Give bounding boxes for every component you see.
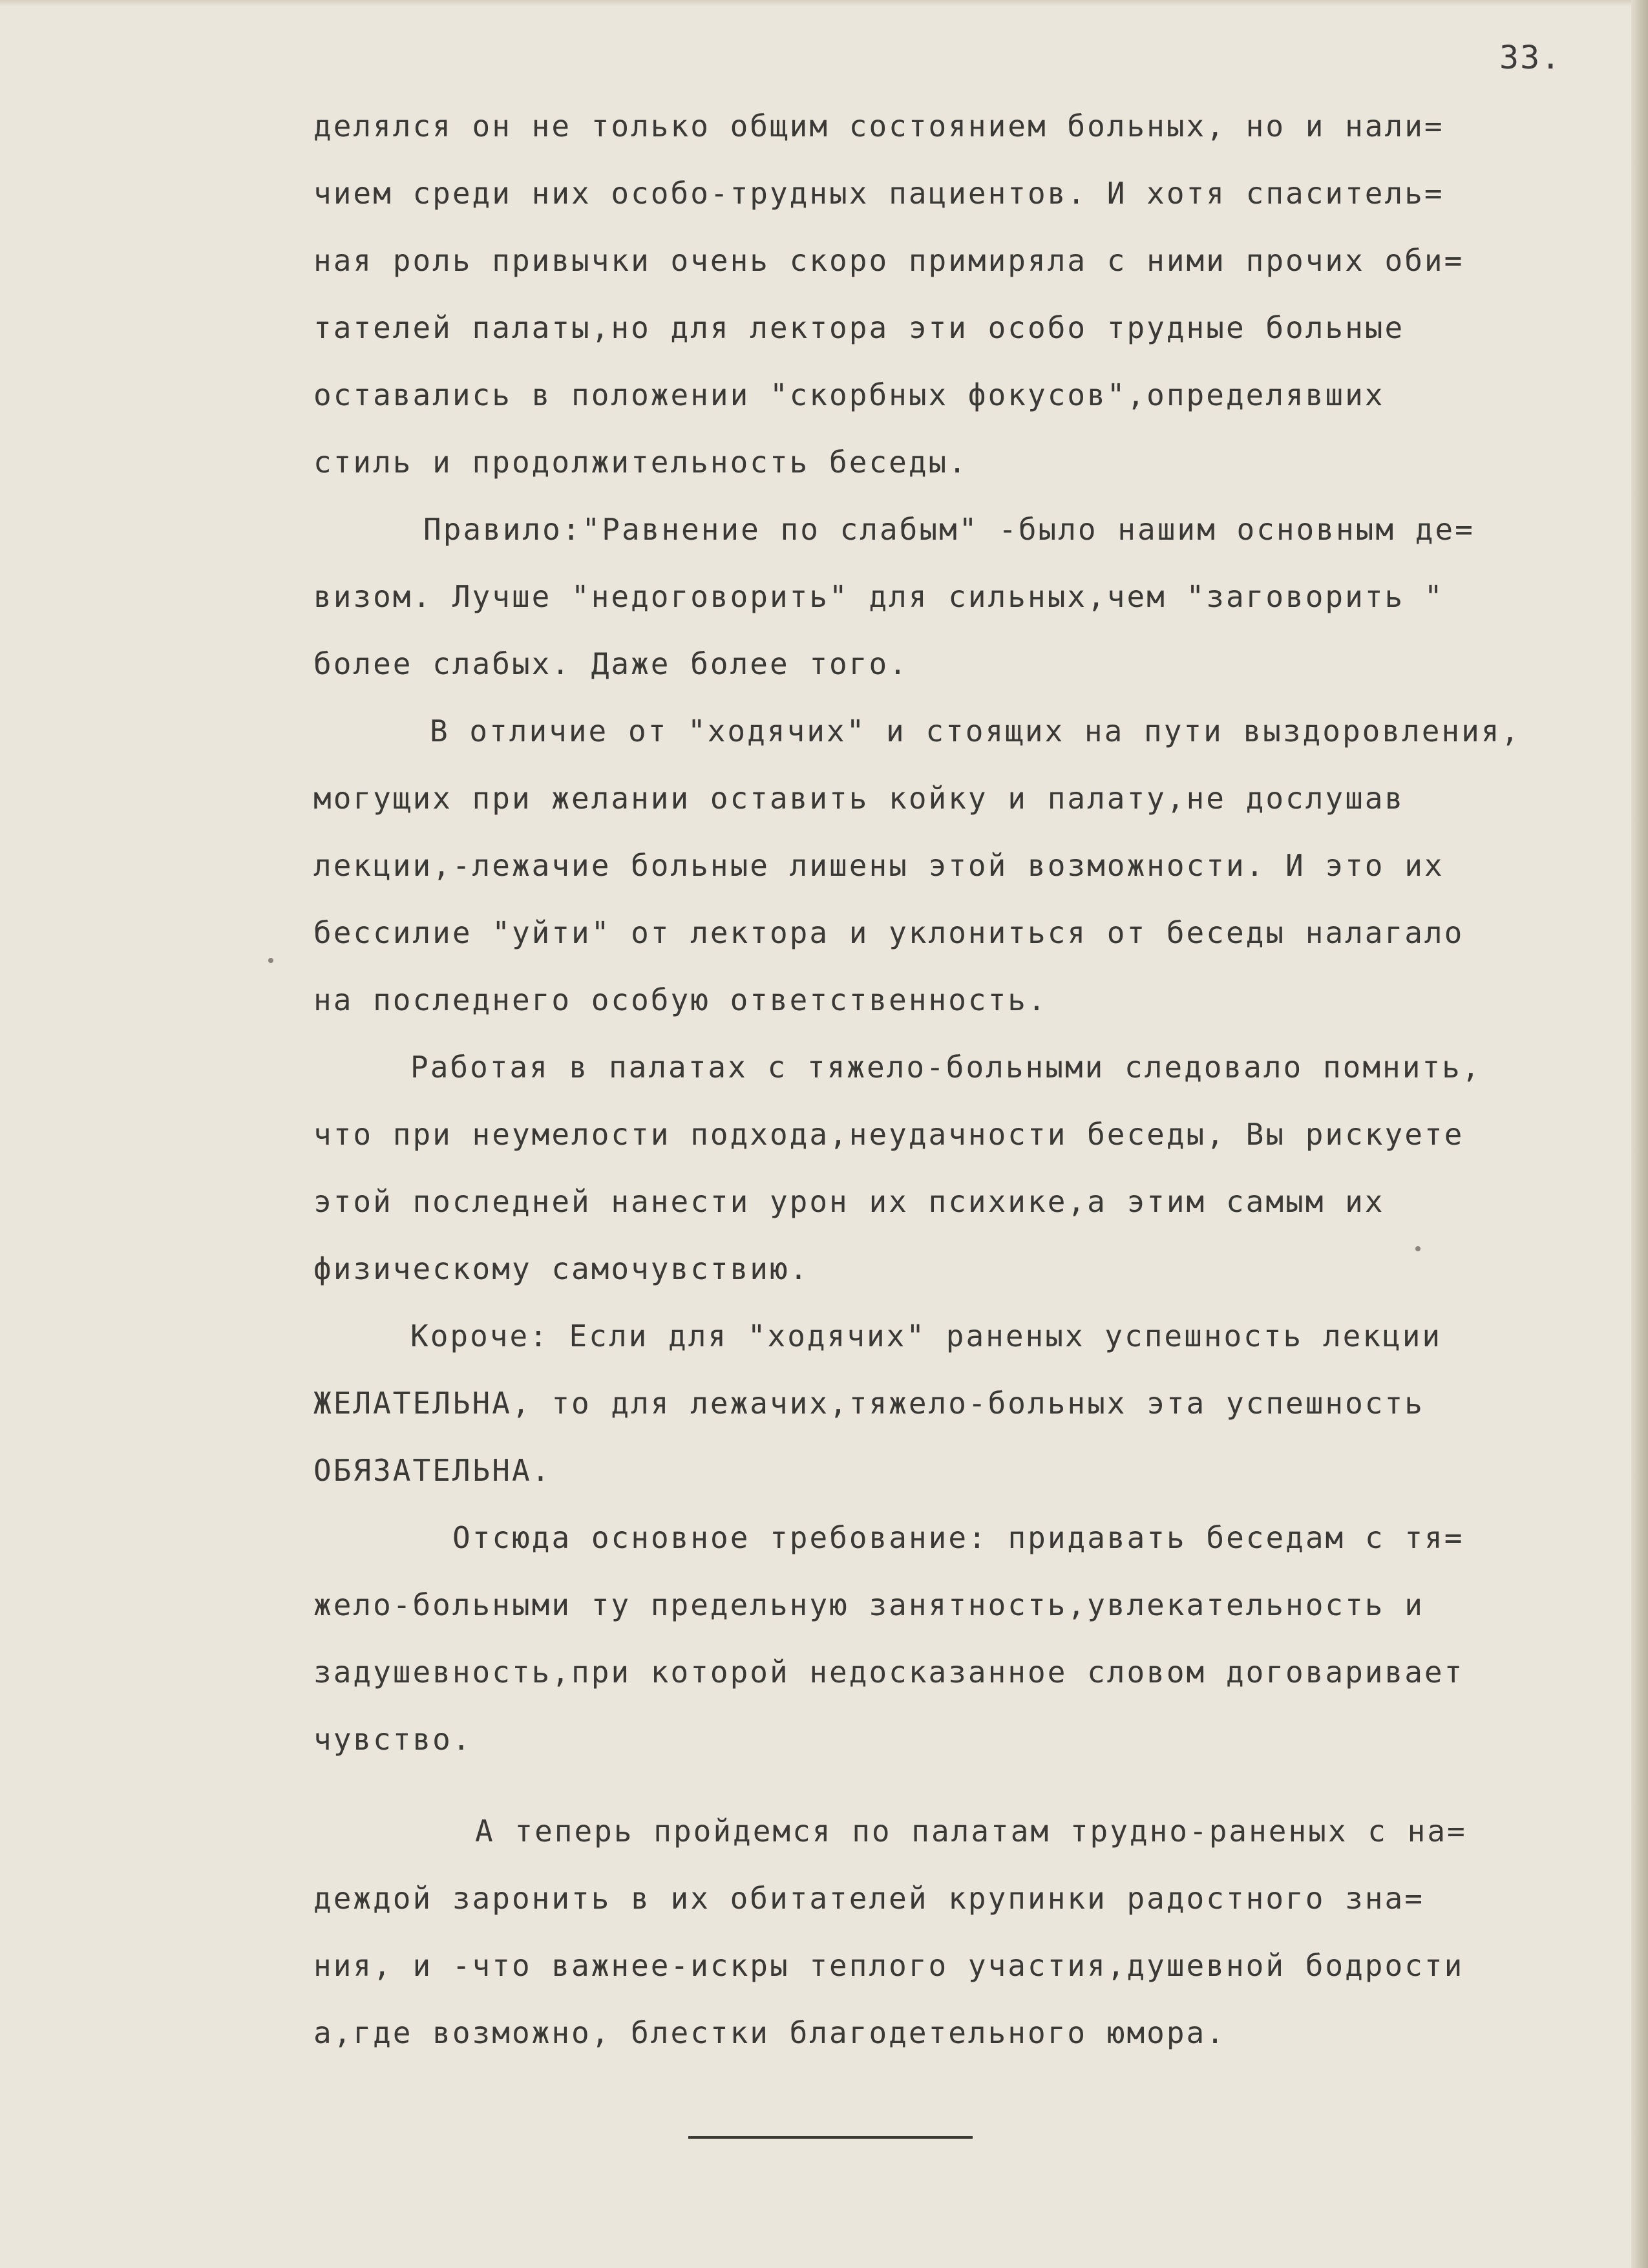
text-line: деждой заронить в их обитателей крупинки радостного зна= [313,1881,1424,1916]
text-line: ЖЕЛАТЕЛЬНА, то для лежачих,тяжело-больных эта успешность [313,1386,1424,1421]
page-number: 33. [1499,39,1562,76]
text-line: чием среди них особо-трудных пациентов. И хотя спаситель= [313,176,1444,211]
text-line: задушевность,при которой недосказанное словом договаривает [313,1655,1464,1690]
text-line: оставались в положении "скорбных фокусов",определявших [313,377,1385,412]
text-line: физическому самочувствию. [313,1251,810,1286]
text-line: ная роль привычки очень скоро примиряла с ними прочих оби= [313,243,1464,278]
page-edge-shadow [1631,0,1648,2268]
text-line: ния, и -что важнее-искры теплого участия,душевной бодрости [313,1948,1464,1983]
text-line: этой последней нанести урон их психике,а этим самым их [313,1184,1385,1219]
text-line: на последнего особую ответственность. [313,982,1048,1017]
text-line: Правило:"Равнение по слабым" -было нашим основным де= [423,512,1475,547]
text-line: А теперь пройдемся по палатам трудно-раненых с на= [475,1814,1467,1849]
paper-speck [268,958,273,963]
text-line: делялся он не только общим состоянием больных, но и нали= [313,109,1444,143]
text-line: Короче: Если для "ходячих" раненых успешность лекции [410,1319,1442,1353]
text-line: а,где возможно, блестки благодетельного юмора. [313,2015,1226,2050]
text-line: Отсюда основное требование: придавать беседам с тя= [452,1520,1464,1555]
text-line: бессилие "уйти" от лектора и уклониться от беседы налагало [313,915,1464,950]
text-line: визом. Лучше "недоговорить" для сильных,чем "заговорить " [313,579,1444,614]
page-top-edge [0,0,1648,6]
text-line: более слабых. Даже более того. [313,646,909,681]
text-line: чувство. [313,1722,472,1757]
text-line: могущих при желании оставить койку и палату,не дослушав [313,781,1405,816]
closing-rule [688,2136,973,2139]
text-line: жело-больными ту предельную занятность,увлекательность и [313,1587,1424,1622]
text-line: что при неумелости подхода,неудачности беседы, Вы рискуете [313,1117,1464,1152]
text-line: лекции,-лежачие больные лишены этой возможности. И это их [313,848,1444,883]
text-line: ОБЯЗАТЕЛЬНА. [313,1453,552,1488]
text-line: стиль и продолжительность беседы. [313,445,968,480]
text-line: тателей палаты,но для лектора эти особо трудные больные [313,310,1405,345]
text-line: Работая в палатах с тяжело-больными следовало помнить, [410,1050,1482,1085]
text-line: В отличие от "ходячих" и стоящих на пути выздоровления, [430,714,1521,748]
paper-speck [1415,1246,1421,1251]
